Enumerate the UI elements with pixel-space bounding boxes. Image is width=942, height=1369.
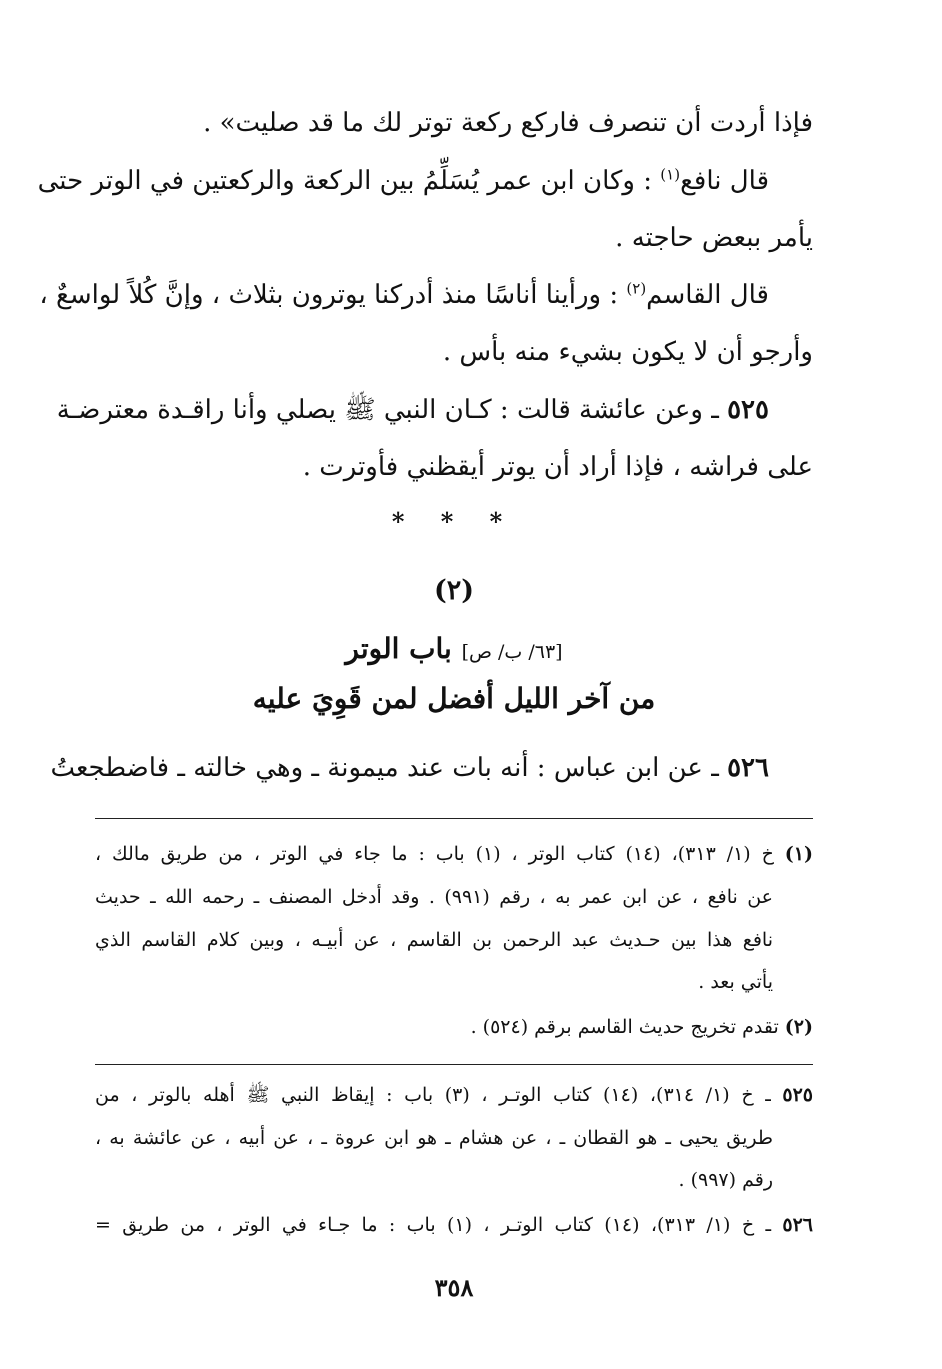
takhrij-line — [95, 1164, 813, 1196]
footnote-text: خ (١/ ٣١٣)، (١٤) كتاب الوتر ، (١) باب : ما جاء في الوتر ، من طريق مالك ، — [95, 843, 785, 865]
text: : ورأينا أناسًا منذ أدركنا يوترون بثلاث ، وإنَّ كُلاً لواسعٌ ، — [39, 280, 627, 310]
body-text-line — [95, 103, 813, 143]
takhrij-number: ٥٢٦ — [782, 1214, 813, 1236]
footnote-line — [95, 881, 813, 913]
text: وأرجو أن لا يكون بشيء منه بأس . — [442, 337, 813, 367]
text: ـ وعن عائشة قالت : كـان النبي ﷺ يصلي وأنا راقـدة معترضـة — [56, 395, 728, 425]
manuscript-folio: [٦٣/ ب/ ص] — [461, 641, 563, 663]
chapter-subtitle: من آخر الليل أفضل لمن قَوِيَ عليه — [252, 682, 656, 715]
footnote-label: (١) — [784, 843, 813, 865]
footnote-line — [95, 1011, 813, 1043]
chapter-title-line1: باب الوتر — [345, 632, 452, 665]
takhrij-line — [95, 1079, 813, 1111]
text: : وكان ابن عمر يُسَلِّمُ بين الركعة والركعتين في الوتر حتى — [37, 166, 661, 196]
speaker: قال القاسم — [646, 280, 769, 310]
footnote-line — [95, 924, 813, 956]
takhrij-line — [95, 1209, 813, 1241]
page-number: ٣٥٨ — [434, 1273, 474, 1302]
text: على فراشه ، فإذا أراد أن يوتر أيقظني فأوترت . — [302, 452, 813, 482]
text: فإذا أردت أن تنصرف فاركع ركعة توتر لك ما قد صليت» . — [203, 108, 813, 138]
footnote-line — [95, 838, 813, 870]
footnote-line — [95, 966, 813, 998]
text: ـ عن ابن عباس : أنه بات عند ميمونة ـ وهي خالته ـ فاضطجعتُ — [50, 753, 728, 783]
takhrij-text: رقم (٩٩٧) . — [678, 1169, 773, 1191]
footnote-reference[interactable]: (١) — [660, 165, 681, 184]
takhrij-number: ٥٢٥ — [782, 1084, 813, 1106]
speaker: قال نافع — [680, 166, 769, 196]
footnote-label: (٢) — [784, 1016, 813, 1038]
hadith-number: ٥٢٥ — [727, 395, 769, 425]
body-text-line — [95, 218, 813, 258]
chapter-number: (٢) — [433, 575, 475, 606]
chapter-title — [95, 628, 813, 670]
takhrij-text: ـ خ (١/ ٣١٣)، (١٤) كتاب الوتـر ، (١) باب : ما جـاء في الوتر ، من طريق = — [95, 1214, 783, 1236]
section-separator: * * * — [391, 507, 517, 536]
footnote-text: تقدم تخريج حديث القاسم برقم (٥٢٤) . — [470, 1016, 785, 1038]
takhrij-line — [95, 1122, 813, 1154]
hadith-number: ٥٢٦ — [727, 753, 769, 783]
takhrij-text: طريق يحيى ـ هو القطان ـ ، عن هشام ـ هو ابن عروة ـ ، عن أبيه ، عن عائشة به ، — [95, 1127, 773, 1149]
body-text-line — [56, 390, 813, 430]
text: يأمر ببعض حاجته . — [615, 223, 813, 253]
footnote-text: عن نافع ، عن ابن عمر به ، رقم (٩٩١) . وقد أدخل المصنف ـ رحمه الله ـ حديث — [95, 886, 773, 908]
footnote-text: يأتي بعد . — [698, 971, 773, 993]
body-text-line — [39, 275, 813, 315]
footnote-reference[interactable]: (٢) — [626, 279, 647, 298]
book-page — [37, 0, 813, 1369]
body-text-line — [37, 161, 813, 201]
takhrij-text: ـ خ (١/ ٣١٤)، (١٤) كتاب الوتـر ، (٣) باب : إيقاظ النبي ﷺ أهله بالوتر ، من — [95, 1084, 783, 1106]
body-text-line — [95, 332, 813, 372]
body-text-line — [50, 748, 813, 788]
footnote-separator — [95, 818, 813, 819]
takhrij-separator — [95, 1064, 813, 1065]
body-text-line — [95, 447, 813, 487]
footnote-text: نافع هذا بين حـديث عبد الرحمن بن القاسم ، عن أبيـه ، وبين كلام القاسم الذي — [95, 929, 773, 951]
